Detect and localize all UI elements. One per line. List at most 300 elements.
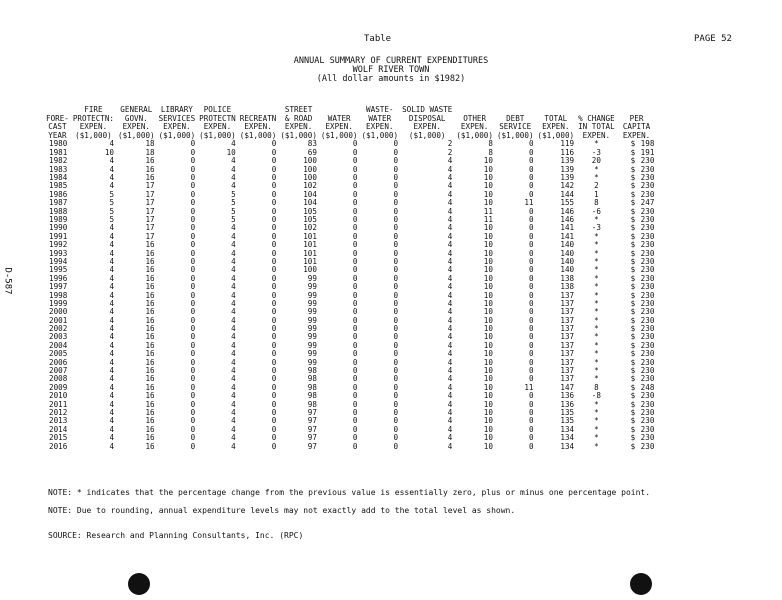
table-cell: 141: [560, 231, 575, 241]
table-cell: 0: [190, 240, 196, 250]
table-cell: 0: [190, 366, 196, 376]
table-cell: 105: [303, 214, 317, 224]
table-cell: 0: [352, 374, 358, 384]
table-cell: 16: [145, 366, 155, 376]
table-cell: 137: [560, 366, 575, 376]
column-header-line: YEAR: [48, 130, 67, 140]
table-cell: 0: [528, 324, 534, 334]
table-cell: 4: [447, 424, 453, 434]
table-cell: 1989: [49, 214, 68, 224]
table-cell: 0: [271, 433, 277, 443]
table-cell: 4: [447, 399, 453, 409]
table-cell: 10: [483, 349, 493, 359]
column-header-line: EXPEN.: [325, 122, 353, 132]
table-cell: 17: [145, 189, 155, 199]
table-cell: 2006: [49, 357, 68, 367]
table-cell: 4: [231, 164, 236, 174]
table-cell: *: [594, 433, 599, 443]
table-cell: 230: [640, 206, 655, 216]
table-cell: 135: [560, 416, 575, 426]
table-cell: 0: [271, 256, 277, 266]
column-header-line: ($1,000): [199, 130, 236, 140]
table-cell: 0: [393, 223, 399, 233]
table-cell: 4: [447, 164, 453, 174]
report-title: ANNUAL SUMMARY OF CURRENT EXPENDITURES: [293, 56, 489, 66]
table-cell: 0: [271, 340, 277, 350]
table-cell: 4: [231, 307, 236, 317]
table-cell: 10: [483, 298, 493, 308]
table-cell: 4: [231, 399, 236, 409]
column-header: [157, 106, 198, 140]
table-cell: 0: [271, 282, 277, 292]
table-cell: 10: [483, 231, 493, 241]
table-cell: 2003: [49, 332, 68, 342]
table-cell: 10: [483, 240, 493, 250]
column-header-line: POLICE: [203, 105, 232, 114]
table-cell: *: [594, 349, 599, 359]
column-header: [576, 106, 617, 140]
table-cell: 230: [640, 240, 655, 250]
column-header-line: FIRE: [84, 105, 103, 114]
table-cell: 4: [109, 374, 115, 384]
table-cell: 0: [528, 206, 534, 216]
table-cell: 0: [528, 256, 534, 266]
table-cell: 0: [528, 407, 534, 417]
table-cell: 247: [640, 198, 655, 208]
table-cell: 1991: [49, 231, 68, 241]
table-cell: 0: [352, 416, 358, 426]
table-cell: 99: [307, 307, 317, 317]
column-header-line: EXPEN.: [203, 122, 232, 132]
table-cell: 5: [231, 189, 236, 199]
table-cell: 4: [231, 231, 236, 241]
table-cell: 230: [640, 290, 655, 300]
table-cell: 10: [483, 248, 493, 258]
table-cell: 0: [271, 223, 277, 233]
column-header-line: ($1,000): [280, 130, 317, 140]
column-header-line: ($1,000): [118, 130, 155, 140]
table-cell: $: [630, 164, 636, 174]
table-cell: 230: [640, 416, 655, 426]
column-header-line: ($1,000): [361, 130, 399, 140]
table-cell: 16: [145, 265, 155, 275]
table-cell: 0: [190, 416, 196, 426]
table-cell: 0: [528, 214, 534, 224]
table-cell: 2007: [49, 366, 68, 376]
table-cell: 0: [393, 357, 399, 367]
table-cell: 0: [190, 139, 196, 149]
column-header-line: EXPEN.: [122, 122, 151, 132]
table-cell: *: [594, 240, 599, 250]
table-cell: 0: [393, 391, 399, 401]
table-cell: 230: [640, 349, 655, 359]
table-cell: 0: [352, 441, 358, 451]
table-cell: 104: [303, 198, 317, 208]
table-cell: 0: [352, 282, 358, 292]
table-cell: 0: [393, 248, 399, 258]
table-cell: 0: [352, 315, 358, 325]
table-cell: -8: [591, 391, 601, 401]
table-cell: 0: [352, 290, 358, 300]
expenditure-table: [44, 106, 656, 451]
table-cell: 0: [528, 307, 534, 317]
table-cell: 83: [307, 139, 317, 149]
table-cell: *: [594, 441, 599, 451]
table-cell: 101: [303, 256, 317, 266]
table-cell: 10: [483, 198, 493, 208]
table-cell: 4: [231, 256, 236, 266]
table-cell: $: [630, 433, 636, 443]
table-cell: 0: [528, 298, 534, 308]
column-header-line: ($1,000): [158, 130, 196, 140]
table-cell: 16: [145, 407, 155, 417]
table-cell: 4: [109, 282, 115, 292]
table-cell: 0: [190, 433, 196, 443]
table-cell: 16: [145, 256, 155, 266]
table-cell: $: [630, 407, 636, 417]
table-cell: 16: [145, 248, 155, 258]
table-cell: 97: [307, 407, 317, 417]
table-cell: 4: [447, 441, 453, 451]
table-cell: 99: [307, 315, 317, 325]
table-cell: 230: [640, 181, 655, 191]
column-header-line: WATER: [368, 113, 392, 123]
column-header-line: PER: [629, 113, 644, 123]
column-header-line: RECREATN: [239, 113, 277, 123]
table-cell: 16: [145, 416, 155, 426]
table-cell: 4: [109, 349, 115, 359]
column-header-line: SERVICES: [158, 113, 196, 123]
table-cell: 5: [109, 206, 115, 216]
table-cell: $: [630, 382, 636, 392]
table-cell: 99: [307, 357, 317, 367]
table-cell: 4: [447, 290, 453, 300]
table-cell: 230: [640, 441, 655, 451]
table-cell: 0: [352, 298, 358, 308]
table-cell: 0: [393, 349, 399, 359]
table-cell: 4: [231, 139, 236, 149]
table-cell: 18: [145, 139, 155, 149]
table-cell: 98: [307, 382, 317, 392]
table-cell: 11: [524, 382, 534, 392]
column-header-line: EXPEN.: [622, 130, 651, 140]
table-cell: 17: [145, 198, 155, 208]
column-header-line: ($1,000): [320, 130, 358, 140]
table-cell: 10: [483, 366, 493, 376]
column-header: [319, 106, 360, 140]
table-cell: 230: [640, 156, 655, 166]
table-cell: 4: [231, 223, 236, 233]
table-cell: 230: [640, 282, 655, 292]
table-cell: 0: [352, 391, 358, 401]
table-cell: *: [594, 324, 599, 334]
table-cell: 1980: [49, 139, 68, 149]
table-cell: 119: [560, 139, 575, 149]
table-cell: 0: [190, 265, 196, 275]
table-cell: 0: [528, 147, 534, 157]
page-number: PAGE 52: [694, 34, 732, 44]
table-cell: 4: [109, 307, 115, 317]
table-cell: 0: [271, 164, 277, 174]
table-cell: *: [594, 416, 599, 426]
table-cell: 100: [303, 265, 317, 275]
table-cell: 0: [352, 139, 358, 149]
table-cell: 100: [303, 164, 317, 174]
table-cell: 0: [528, 240, 534, 250]
table-cell: 4: [109, 256, 115, 266]
table-cell: 5: [231, 214, 236, 224]
table-cell: *: [594, 214, 599, 224]
table-cell: 0: [271, 324, 277, 334]
table-cell: 230: [640, 332, 655, 342]
table-cell: 97: [307, 433, 317, 443]
table-cell: 0: [271, 248, 277, 258]
table-cell: 4: [109, 424, 115, 434]
table-cell: 0: [271, 416, 277, 426]
table-cell: 10: [483, 181, 493, 191]
table-cell: 16: [145, 399, 155, 409]
table-cell: 0: [271, 407, 277, 417]
table-cell: 230: [640, 248, 655, 258]
column-header: [116, 106, 157, 140]
table-cell: 2001: [49, 315, 68, 325]
column-header: [359, 106, 400, 140]
table-cell: $: [630, 441, 636, 451]
table-cell: 4: [231, 391, 236, 401]
table-cell: 0: [190, 248, 196, 258]
table-row: [44, 442, 656, 450]
table-cell: 0: [190, 189, 196, 199]
table-cell: 0: [393, 240, 399, 250]
punch-hole-right: [630, 573, 652, 595]
table-cell: 4: [231, 156, 236, 166]
table-cell: 4: [447, 315, 453, 325]
table-cell: 147: [560, 382, 575, 392]
table-cell: $: [630, 240, 636, 250]
table-cell: 69: [307, 147, 317, 157]
table-cell: 10: [483, 265, 493, 275]
table-cell: 4: [231, 374, 236, 384]
column-header: [71, 106, 116, 140]
table-cell: 0: [190, 231, 196, 241]
table-cell: 0: [271, 147, 277, 157]
table-cell: 4: [231, 407, 236, 417]
column-header-line: ($1,000): [239, 130, 277, 140]
table-cell: 0: [271, 181, 277, 191]
table-cell: 0: [393, 307, 399, 317]
table-cell: 0: [393, 433, 399, 443]
table-cell: 137: [560, 357, 575, 367]
table-cell: 5: [231, 198, 236, 208]
table-cell: $: [630, 265, 636, 275]
table-cell: 1996: [49, 273, 68, 283]
table-cell: 4: [447, 256, 453, 266]
table-cell: 10: [483, 416, 493, 426]
table-cell: 0: [528, 189, 534, 199]
table-cell: *: [594, 298, 599, 308]
table-cell: 2: [594, 181, 599, 191]
table-cell: 0: [393, 164, 399, 174]
table-cell: $: [630, 399, 636, 409]
table-cell: 230: [640, 173, 655, 183]
table-cell: 16: [145, 332, 155, 342]
column-header-line: ($1,000): [75, 130, 112, 140]
table-cell: 230: [640, 298, 655, 308]
table-cell: 146: [560, 206, 575, 216]
table-cell: 4: [109, 248, 115, 258]
table-cell: 10: [483, 391, 493, 401]
table-cell: 100: [303, 173, 317, 183]
table-cell: *: [594, 273, 599, 283]
column-header-line: LIBRARY: [160, 105, 193, 114]
table-cell: 11: [524, 198, 534, 208]
table-cell: 0: [393, 214, 399, 224]
table-cell: 4: [447, 298, 453, 308]
table-cell: 1985: [49, 181, 68, 191]
table-cell: 230: [640, 231, 655, 241]
table-cell: 0: [352, 407, 358, 417]
table-cell: 17: [145, 206, 155, 216]
table-cell: 98: [307, 366, 317, 376]
column-header: [278, 106, 319, 140]
table-cell: $: [630, 173, 636, 183]
table-cell: 0: [352, 273, 358, 283]
table-cell: 4: [109, 366, 115, 376]
table-cell: 0: [393, 324, 399, 334]
table-cell: 0: [271, 374, 277, 384]
table-cell: 146: [560, 214, 575, 224]
column-header-line: ($1,000): [408, 130, 446, 140]
table-cell: 0: [190, 156, 196, 166]
column-header-line: WASTE-: [366, 105, 394, 114]
table-cell: 16: [145, 357, 155, 367]
table-cell: 0: [271, 298, 277, 308]
table-cell: 0: [190, 399, 196, 409]
table-cell: 1981: [49, 147, 68, 157]
table-cell: 10: [483, 324, 493, 334]
table-cell: 0: [528, 391, 534, 401]
table-cell: 0: [190, 357, 196, 367]
column-header-line: OTHER: [463, 113, 487, 123]
table-cell: 16: [145, 298, 155, 308]
table-cell: 134: [560, 424, 575, 434]
table-cell: $: [630, 282, 636, 292]
table-cell: 8: [594, 198, 599, 208]
table-cell: *: [594, 315, 599, 325]
table-cell: 0: [190, 332, 196, 342]
table-cell: 10: [483, 340, 493, 350]
table-cell: 0: [271, 156, 277, 166]
table-cell: 4: [447, 240, 453, 250]
table-cell: 4: [109, 173, 115, 183]
table-cell: 136: [560, 399, 575, 409]
table-cell: 4: [231, 366, 236, 376]
table-cell: 0: [352, 248, 358, 258]
table-cell: 0: [271, 139, 277, 149]
table-cell: 0: [271, 307, 277, 317]
table-cell: 8: [488, 139, 493, 149]
table-cell: 0: [528, 332, 534, 342]
table-cell: 0: [393, 399, 399, 409]
table-cell: 142: [560, 181, 575, 191]
table-cell: $: [630, 391, 636, 401]
table-cell: 137: [560, 324, 575, 334]
table-cell: *: [594, 282, 599, 292]
table-cell: 0: [393, 441, 399, 451]
table-cell: 98: [307, 374, 317, 384]
table-cell: 5: [109, 189, 115, 199]
table-cell: 2005: [49, 349, 68, 359]
table-cell: 0: [528, 181, 534, 191]
table-cell: 0: [352, 366, 358, 376]
table-cell: 0: [393, 265, 399, 275]
table-cell: 0: [352, 223, 358, 233]
table-cell: 4: [447, 181, 453, 191]
table-cell: 0: [190, 374, 196, 384]
table-cell: 1: [594, 189, 599, 199]
table-cell: 10: [483, 357, 493, 367]
table-cell: 0: [271, 382, 277, 392]
table-cell: 1993: [49, 248, 68, 258]
table-cell: 0: [190, 147, 196, 157]
table-cell: 0: [190, 164, 196, 174]
table-cell: $: [630, 366, 636, 376]
table-cell: 16: [145, 340, 155, 350]
table-cell: 230: [640, 340, 655, 350]
table-cell: 4: [109, 223, 115, 233]
column-header-line: EXPEN.: [582, 130, 611, 140]
table-cell: 4: [109, 340, 115, 350]
table-cell: 0: [352, 240, 358, 250]
table-cell: 0: [393, 282, 399, 292]
table-cell: 4: [447, 206, 453, 216]
table-cell: 1997: [49, 282, 68, 292]
table-cell: 0: [190, 273, 196, 283]
table-cell: 0: [528, 282, 534, 292]
table-cell: 4: [109, 324, 115, 334]
table-cell: $: [630, 307, 636, 317]
table-cell: 0: [271, 206, 277, 216]
table-cell: 139: [560, 164, 575, 174]
table-cell: 137: [560, 332, 575, 342]
table-cell: 0: [352, 256, 358, 266]
table-cell: *: [594, 256, 599, 266]
table-cell: 0: [271, 357, 277, 367]
table-cell: 2012: [49, 407, 68, 417]
table-cell: 134: [560, 441, 575, 451]
table-cell: 0: [393, 206, 399, 216]
table-cell: 0: [352, 231, 358, 241]
table-cell: 0: [352, 349, 358, 359]
table-cell: 0: [528, 290, 534, 300]
table-cell: 17: [145, 214, 155, 224]
column-header-line: ($1,000): [496, 130, 534, 140]
table-cell: 10: [483, 441, 493, 451]
table-cell: 4: [447, 357, 453, 367]
table-cell: 116: [560, 147, 575, 157]
table-cell: 4: [231, 332, 236, 342]
column-header-line: SOLID WASTE: [402, 105, 453, 114]
table-cell: 4: [447, 407, 453, 417]
table-cell: 4: [109, 315, 115, 325]
table-cell: 5: [231, 206, 236, 216]
table-cell: 0: [271, 214, 277, 224]
table-cell: 155: [560, 198, 575, 208]
table-cell: $: [630, 324, 636, 334]
table-cell: 1987: [49, 198, 68, 208]
table-cell: 10: [483, 189, 493, 199]
table-cell: 101: [303, 248, 317, 258]
